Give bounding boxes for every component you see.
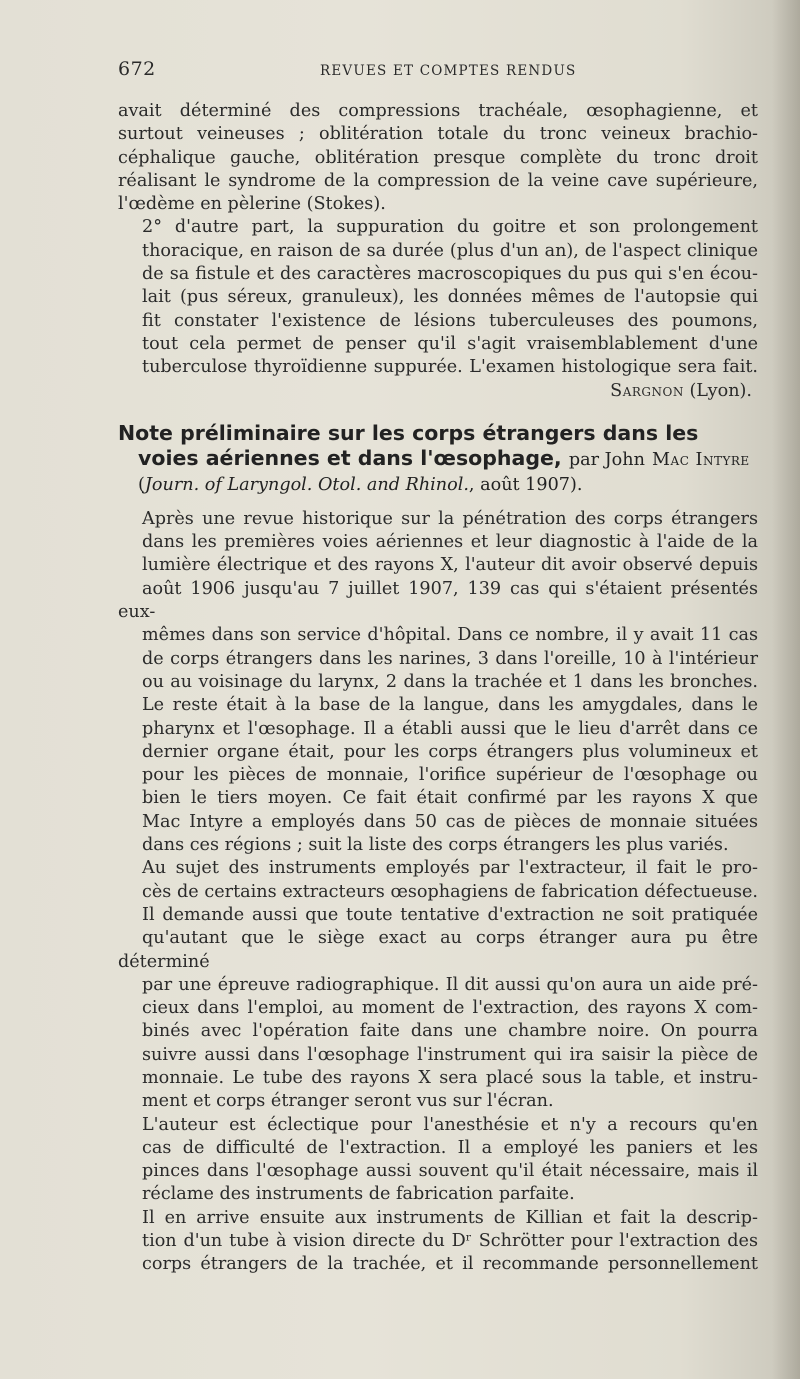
text-line: lumière électrique et des rayons X, l'auteur dit avoir observé depuis xyxy=(142,555,758,576)
text-line: Au sujet des instruments employés par l'extracteur, il fait le pro- xyxy=(142,858,758,879)
text-line: de corps étrangers dans les narines, 3 dans l'oreille, 10 à l'intérieur xyxy=(142,648,758,669)
article-by: par John xyxy=(568,449,645,470)
text-line: céphalique gauche, oblitération presque complète du tronc droit xyxy=(118,147,758,168)
citation-open: ( xyxy=(138,474,145,495)
paragraph-2 xyxy=(118,216,758,379)
article-title-line-1: Note préliminaire sur les corps étrangers dans les xyxy=(118,420,699,445)
text-line: pour les pièces de monnaie, l'orifice supérieur de l'œsophage ou xyxy=(142,765,758,786)
text-line: pharynx et l'œsophage. Il a établi aussi que le lieu d'arrêt dans ce xyxy=(142,718,758,739)
signature-name: Sargnon xyxy=(610,380,684,401)
text-line: cieux dans l'emploi, au moment de l'extraction, des rayons X com- xyxy=(142,998,758,1019)
text-line: cas de difficulté de l'extraction. Il a employé les paniers et les xyxy=(142,1137,758,1158)
running-title: REVUES ET COMPTES RENDUS xyxy=(320,63,577,79)
text-line: Il en arrive ensuite aux instruments de Killian et fait la descrip- xyxy=(142,1207,758,1228)
text-line: par une épreuve radiographique. Il dit aussi qu'on aura un aide pré- xyxy=(142,974,758,995)
text-line: lait (pus séreux, granuleux), les données mêmes de l'autopsie qui xyxy=(142,287,758,308)
paragraph-3 xyxy=(118,508,758,857)
text-line: ou au voisinage du larynx, 2 dans la trachée et 1 dans les bronches. xyxy=(142,671,758,692)
text-line: binés avec l'opération faite dans une chambre noire. On pourra xyxy=(142,1021,758,1042)
paragraph-6 xyxy=(118,1207,758,1277)
text-line: dernier organe était, pour les corps étrangers plus volumineux et xyxy=(142,741,758,762)
text-line: tion d'un tube à vision directe du Dʳ Schrötter pour l'extraction des xyxy=(142,1231,758,1252)
text-line: pinces dans l'œsophage aussi souvent qu'il était nécessaire, mais il xyxy=(142,1161,758,1182)
text-line: dans ces régions ; suit la liste des corps étrangers les plus variés. xyxy=(142,835,729,856)
text-line: tout cela permet de penser qu'il s'agit vraisemblablement d'une xyxy=(142,333,758,354)
citation-date: , août 1907). xyxy=(468,474,583,495)
text-line: corps étrangers de la trachée, et il recommande personnellement xyxy=(142,1254,758,1275)
text-line: réclame des instruments de fabrication parfaite. xyxy=(142,1184,575,1205)
text-line: août 1906 jusqu'au 7 juillet 1907, 139 cas qui s'étaient présentés eux- xyxy=(118,578,758,623)
text-line: qu'autant que le siège exact au corps étranger aura pu être déterminé xyxy=(118,928,758,972)
article-citation xyxy=(118,473,758,498)
text-line: dans les premières voies aériennes et leur diagnostic à l'aide de la xyxy=(142,532,758,553)
text-line: Il demande aussi que toute tentative d'extraction ne soit pratiquée xyxy=(142,904,758,925)
text-line: L'auteur est éclectique pour l'anesthésie et n'y a recours qu'en xyxy=(142,1114,758,1135)
text-line: Mac Intyre a employés dans 50 cas de pièces de monnaie situées xyxy=(142,811,758,832)
article-heading xyxy=(118,421,758,498)
text-line: Après une revue historique sur la pénétration des corps étrangers xyxy=(142,508,758,529)
page-number: 672 xyxy=(118,58,156,80)
text-line: thoracique, en raison de sa durée (plus d'un an), de l'aspect clinique xyxy=(142,240,758,261)
text-line: monnaie. Le tube des rayons X sera placé sous la table, et instru- xyxy=(142,1067,758,1088)
journal-name: Journ. of Laryngol. Otol. and Rhinol. xyxy=(144,474,469,495)
author-signature xyxy=(118,380,758,403)
page-edge-shadow xyxy=(772,0,800,1379)
text-line: mêmes dans son service d'hôpital. Dans ce nombre, il y avait 11 cas xyxy=(142,625,758,646)
text-line: suivre aussi dans l'œsophage l'instrument qui ira saisir la pièce de xyxy=(142,1044,758,1065)
signature-place: (Lyon). xyxy=(689,380,752,401)
text-line: l'œdème en pèlerine (Stokes). xyxy=(118,194,386,215)
text-line: réalisant le syndrome de la compression de la veine cave supérieure, xyxy=(118,170,758,191)
article-body xyxy=(118,100,758,1277)
text-line: Le reste était à la base de la langue, dans les amygdales, dans le xyxy=(142,695,758,716)
paragraph-4 xyxy=(118,857,758,1113)
text-line: de sa fistule et des caractères macroscopiques du pus qui s'en écou- xyxy=(142,264,758,285)
article-title-line-2: voies aériennes et dans l'œsophage, xyxy=(138,445,562,470)
text-line: surtout veineuses ; oblitération totale du tronc veineux brachio- xyxy=(118,124,758,145)
text-line: 2° d'autre part, la suppuration du goitre et son prolongement xyxy=(142,217,758,238)
text-line: ment et corps étranger seront vus sur l'écran. xyxy=(142,1091,554,1112)
article-author: Mac Intyre xyxy=(652,449,750,470)
paragraph-1 xyxy=(118,100,758,216)
text-line: avait déterminé des compressions trachéale, œsophagienne, et xyxy=(118,101,758,121)
running-header xyxy=(118,58,758,88)
paragraph-5 xyxy=(118,1114,758,1207)
text-line: tuberculose thyroïdienne suppurée. L'examen histologique sera fait. xyxy=(142,357,758,378)
text-line: cès de certains extracteurs œsophagiens de fabrication défectueuse. xyxy=(142,881,758,902)
text-line: fit constater l'existence de lésions tuberculeuses des poumons, xyxy=(142,310,758,331)
text-line: bien le tiers moyen. Ce fait était confirmé par les rayons X que xyxy=(142,788,758,809)
